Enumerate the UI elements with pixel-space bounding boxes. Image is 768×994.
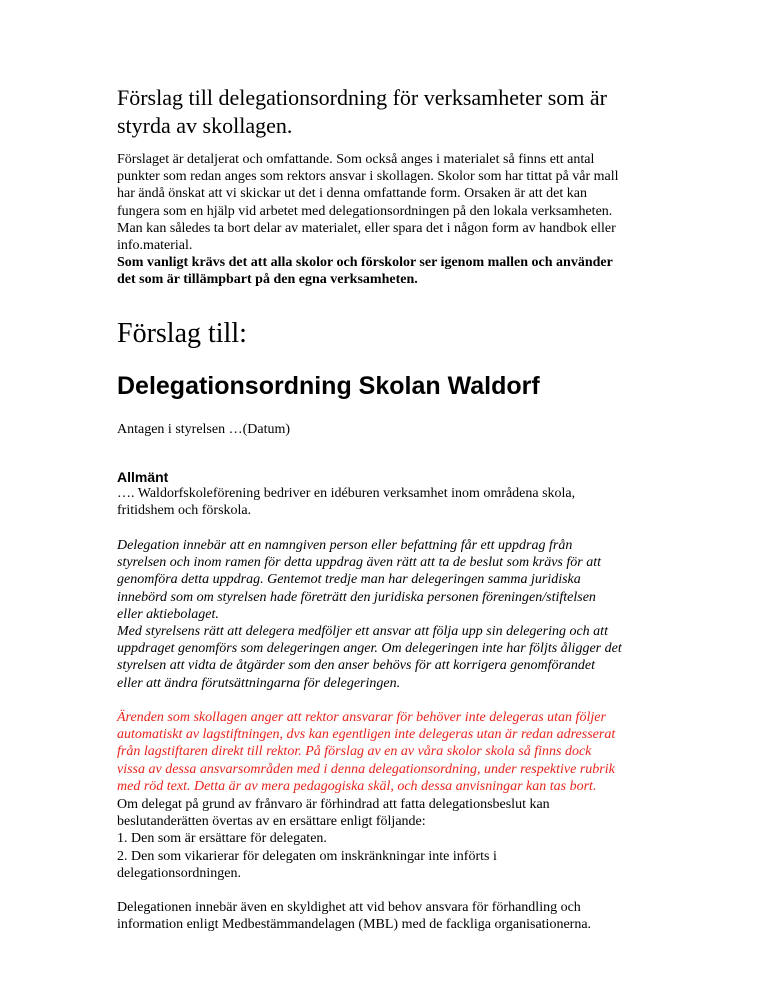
bold-line: det som är tillämpbart på den egna verksamheten. xyxy=(117,272,418,288)
text-line: info.material. xyxy=(117,238,193,254)
text-line: beslutanderätten övertas av en ersättare enligt följande: xyxy=(117,814,426,830)
text-line: 1. Den som är ersättare för delegaten. xyxy=(117,831,327,847)
text-line: vissa av dessa ansvarsområden med i denna delegationsordning, under respektive rubrik xyxy=(117,761,615,777)
intro-paragraph xyxy=(117,151,697,289)
text-line: Man kan således ta bort delar av materialet, eller spara det i någon form av handbok eller xyxy=(117,220,616,236)
text-line: automatiskt av lagstiftningen, dvs kan egentligen inte delegeras utan är redan adresserat xyxy=(117,727,616,743)
text-line: uppdraget genomförs som delegeringen anger. Om delegeringen inte har följts åligger det xyxy=(117,641,622,657)
text-line: fungera som en hjälp vid arbetet med delegationsordningen på den lokala verksamheten. xyxy=(117,203,613,219)
text-line: genomföra detta uppdrag. Gentemot tredje man har delegeringen samma juridiska xyxy=(117,572,581,588)
absence-paragraph xyxy=(117,796,697,882)
text-line: fritidshem och förskola. xyxy=(117,503,252,519)
document-title xyxy=(117,84,697,140)
red-note-paragraph xyxy=(117,709,697,795)
text-line: delegationsordningen. xyxy=(117,865,242,881)
title-line: Förslag till delegationsordning för verksamheter som är xyxy=(117,85,607,110)
text-line: innebörd som om styrelsen hade företrätt den juridiska personen föreningen/stiftelsen xyxy=(117,589,596,605)
adopted-line: Antagen i styrelsen …(Datum) xyxy=(117,422,291,437)
text-line: Förslaget är detaljerat och omfattande. Som också anges i materialet så finns ett antal xyxy=(117,152,595,167)
text-line: eller aktiebolaget. xyxy=(117,606,219,622)
text-line: 2. Den som vikarierar för delegaten om inskränkningar inte införts i xyxy=(117,848,497,864)
general-paragraph xyxy=(117,485,697,519)
delegation-paragraph xyxy=(117,537,697,692)
text-line: Om delegat på grund av frånvaro är förhindrad att fatta delegationsbeslut kan xyxy=(117,797,550,812)
text-line: från lagstiftaren direkt till rektor. På förslag av en av våra skolor skola så finns dock xyxy=(117,744,592,760)
bold-line: Som vanligt krävs det att alla skolor och förskolor ser igenom mallen och använder xyxy=(117,255,613,271)
proposal-heading: Förslag till: xyxy=(117,318,247,349)
delegation-order-heading: Delegationsordning Skolan Waldorf xyxy=(117,372,540,400)
text-line: har ändå önskat att vi skickar ut det i denna omfattande form. Orsaken är att det kan xyxy=(117,186,587,202)
text-line: punkter som redan anges som rektors ansvar i skollagen. Skolor som har tittat på vår mall xyxy=(117,169,619,185)
text-line: Delegation innebär att en namngiven person eller befattning får ett uppdrag från xyxy=(117,538,573,553)
text-line: styrelsen att vidta de åtgärder som den anser behövs för att korrigera genomförandet xyxy=(117,658,596,674)
text-line: Ärenden som skollagen anger att rektor ansvarar för behöver inte delegeras utan följer xyxy=(117,710,606,725)
text-line: eller att ändra förutsättningarna för delegeringen. xyxy=(117,675,401,691)
mbl-paragraph xyxy=(117,899,697,933)
text-line: Med styrelsens rätt att delegera medföljer ett ansvar att följa upp sin delegering och att xyxy=(117,624,608,640)
text-line: information enligt Medbestämmandelagen (MBL) med de fackliga organisationerna. xyxy=(117,917,592,933)
text-line: med röd text. Detta är av mera pedagogiska skäl, och dessa anvisningar kan tas bort. xyxy=(117,778,597,794)
text-line: styrelsen och inom ramen för detta uppdrag även rätt att ta de beslut som krävs för att xyxy=(117,555,601,571)
text-line: Delegationen innebär även en skyldighet att vid behov ansvara för förhandling och xyxy=(117,900,581,915)
text-line: …. Waldorfskoleförening bedriver en idéburen verksamhet inom områdena skola, xyxy=(117,486,576,501)
general-heading: Allmänt xyxy=(117,469,169,485)
title-line: styrda av skollagen. xyxy=(117,113,293,138)
